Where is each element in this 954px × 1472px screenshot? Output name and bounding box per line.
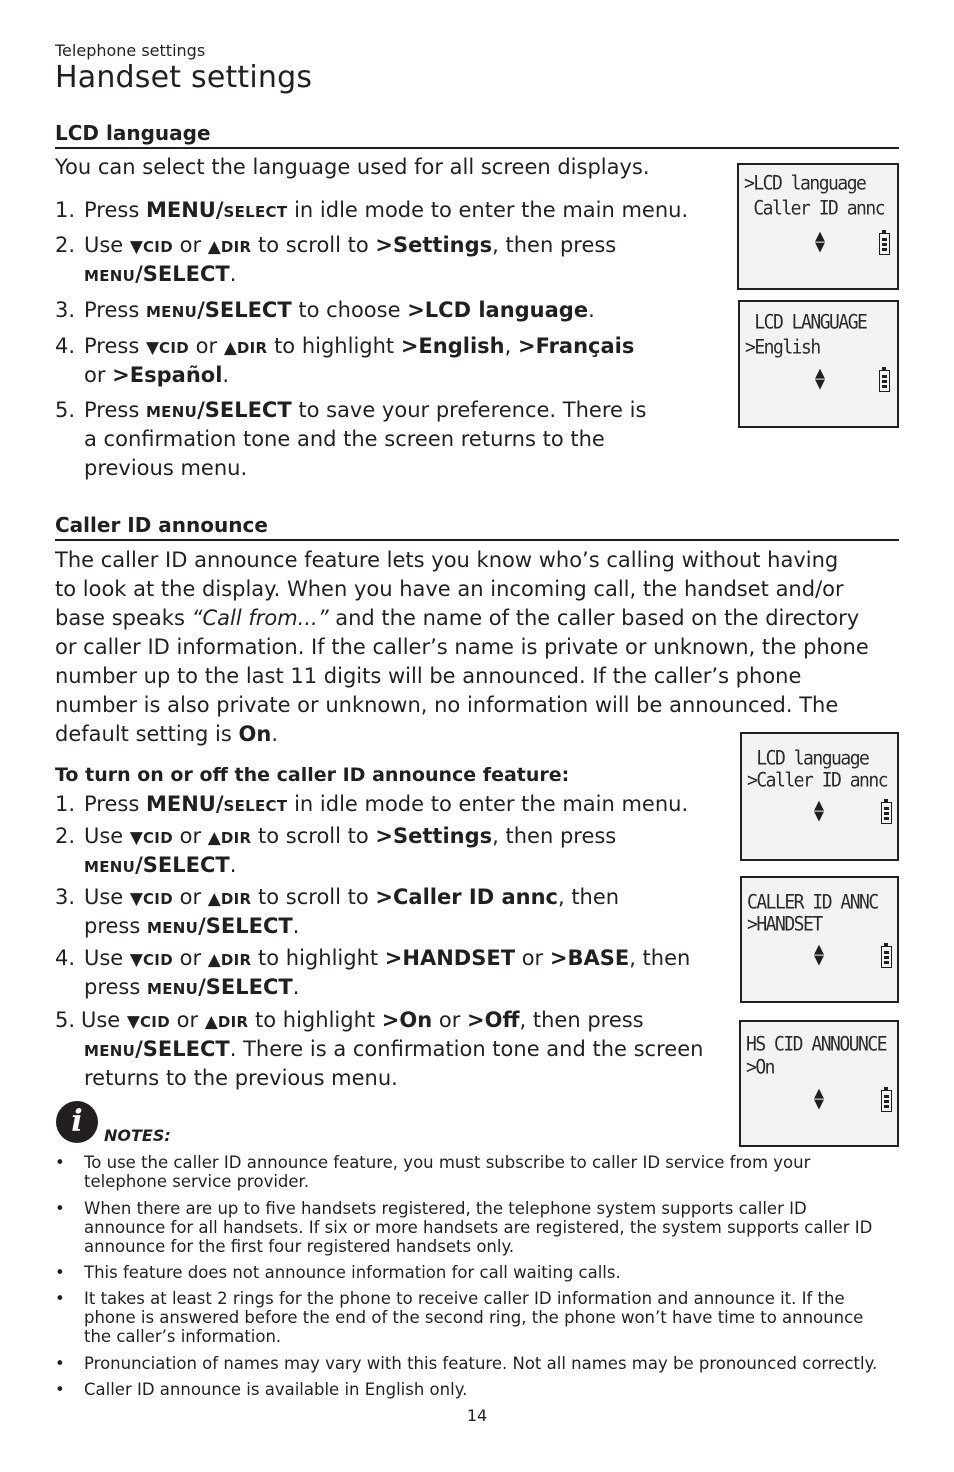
menu-key: MENU/ [145, 792, 224, 816]
lcd-intro: You can select the language used for all screen displays. [55, 155, 650, 179]
menu-key: MENU [146, 919, 199, 937]
scroll-arrows-icon: ▲ ▼ [814, 1086, 824, 1112]
step-number: 2. [55, 233, 76, 257]
note-line: Caller ID announce is available in English only. [84, 1380, 468, 1399]
up-arrow-icon: ▲ [207, 950, 221, 970]
step-text: Use [84, 946, 130, 970]
screen-line: LCD LANGUAGE [745, 310, 867, 335]
step-text: or [515, 946, 550, 970]
step-text: to save your preference. There is [291, 398, 647, 422]
lcd-screen-3 [740, 732, 899, 861]
step-number: 5. [55, 1008, 76, 1032]
menu-option: >HANDSET [384, 946, 516, 970]
step-text: or [84, 363, 113, 387]
step-text: . [588, 298, 595, 322]
dir-key: DIR [220, 829, 252, 847]
step-text: to highlight [251, 946, 385, 970]
screen-line: >English [745, 335, 820, 360]
select-key: /SELECT [198, 914, 293, 938]
screen-line: >LCD language [744, 171, 866, 196]
cid-key: CID [143, 829, 173, 847]
note-line: Pronunciation of names may vary with this feature. Not all names may be pronounced correctly. [84, 1354, 878, 1373]
select-key: /SELECT [135, 262, 230, 286]
step-text: or [169, 1008, 205, 1032]
menu-key: MENU [84, 1042, 136, 1060]
intro-text: default setting is [55, 722, 239, 746]
battery-icon [881, 946, 892, 968]
note-line: announce for the first four registered handsets only. [84, 1237, 515, 1256]
menu-option: >Settings [375, 233, 493, 257]
step-text: , [504, 334, 518, 358]
lcd-screen-5 [739, 1020, 899, 1147]
note-line: phone is answered before the end of the second ring, the phone won’t have time to announce [84, 1308, 864, 1327]
scroll-arrows-icon: ▲ ▼ [815, 366, 825, 392]
scroll-arrows-icon: ▲ ▼ [815, 229, 825, 255]
step-text: to choose [291, 298, 408, 322]
section-divider [55, 539, 899, 541]
note-line: When there are up to five handsets registered, the telephone system supports caller ID [84, 1199, 807, 1218]
step-text: . [229, 853, 237, 877]
step-text: to highlight [248, 1008, 382, 1032]
note-line: This feature does not announce information for call waiting calls. [84, 1263, 621, 1282]
step-text: a confirmation tone and the screen returns to the [84, 427, 605, 451]
lcd-step-1 [55, 196, 735, 225]
step-text: to scroll to [251, 885, 376, 909]
select-key: SELECT [223, 203, 288, 221]
menu-option: >English [400, 334, 505, 358]
menu-key: MENU [145, 403, 198, 421]
lcd-step-4 [55, 332, 735, 390]
step-text: Use [84, 233, 130, 257]
page-title: Handset settings [55, 60, 313, 95]
lcd-screen-1 [737, 163, 899, 290]
intro-line: number up to the last 11 digits will be announced. If the caller’s phone [55, 664, 802, 688]
menu-key: MENU [145, 303, 198, 321]
select-key: /SELECT [135, 1037, 230, 1061]
intro-line: to look at the display. When you have an incoming call, the handset and/or [55, 577, 844, 601]
dir-key: DIR [220, 238, 252, 256]
step-text: Press [84, 398, 146, 422]
cid-key: CID [143, 951, 173, 969]
section-divider [55, 147, 899, 149]
dir-key: DIR [220, 890, 252, 908]
step-text: in idle mode to enter the main menu. [287, 792, 689, 816]
step-text: , then press [519, 1008, 644, 1032]
down-arrow-icon: ▼ [145, 338, 160, 358]
info-icon: i [56, 1101, 98, 1143]
step-number: 1. [55, 198, 76, 222]
step-number: 2. [55, 824, 76, 848]
cid-step-3 [55, 883, 735, 941]
lcd-screen-4 [740, 876, 899, 1003]
intro-line: The caller ID announce feature lets you know who’s calling without having [55, 548, 839, 572]
step-text: . [292, 975, 300, 999]
step-text: Press [84, 334, 146, 358]
menu-option: >Français [517, 334, 635, 358]
note-line: announce for all handsets. If six or more handsets are registered, the system supports caller ID [84, 1218, 873, 1237]
menu-option: >LCD language [407, 298, 589, 322]
screen-line: Caller ID annc [744, 196, 885, 221]
step-text: , then [557, 885, 620, 909]
step-text: Use [81, 1008, 127, 1032]
battery-icon [881, 1090, 892, 1112]
bullet-icon: • [55, 1380, 65, 1399]
menu-option: >Settings [375, 824, 493, 848]
step-text: to highlight [267, 334, 401, 358]
step-text: , then press [492, 233, 617, 257]
select-key: /SELECT [135, 853, 230, 877]
step-text: previous menu. [84, 456, 248, 480]
step-text: Use [84, 824, 130, 848]
lcd-screen-2 [738, 300, 899, 428]
step-text: or [172, 824, 208, 848]
procedure-heading: To turn on or off the caller ID announce feature: [55, 764, 570, 786]
intro-line: or caller ID information. If the caller’s name is private or unknown, the phone [55, 635, 869, 659]
select-key: /SELECT [197, 398, 292, 422]
dir-key: DIR [220, 951, 252, 969]
cid-step-5 [55, 1006, 735, 1093]
bullet-icon: • [55, 1354, 65, 1373]
step-number: 3. [55, 298, 76, 322]
step-text: , then press [492, 824, 617, 848]
note-line: To use the caller ID announce feature, you must subscribe to caller ID service from your [84, 1153, 811, 1172]
step-text: or [172, 885, 208, 909]
down-arrow-icon: ▼ [129, 889, 143, 909]
up-arrow-icon: ▲ [223, 338, 237, 358]
step-text: returns to the previous menu. [84, 1066, 398, 1090]
select-key: /SELECT [197, 298, 292, 322]
intro-line: number is also private or unknown, no information will be announced. The [55, 693, 839, 717]
cid-key: CID [159, 339, 189, 357]
bullet-icon: • [55, 1289, 65, 1308]
cid-key: CID [140, 1013, 170, 1031]
cid-step-1 [55, 790, 735, 819]
step-text: Use [84, 885, 130, 909]
battery-icon [879, 233, 890, 255]
step-number: 4. [55, 334, 76, 358]
step-number: 5. [55, 398, 76, 422]
default-value: On [238, 722, 272, 746]
menu-key: MENU [146, 980, 199, 998]
note-line: telephone service provider. [84, 1172, 310, 1191]
menu-option: >Off [467, 1008, 520, 1032]
screen-line: LCD language [747, 746, 869, 771]
select-key: /SELECT [198, 975, 293, 999]
step-text: . [229, 262, 237, 286]
step-text: press [84, 975, 147, 999]
menu-key: MENU [84, 267, 136, 285]
menu-key: MENU [84, 858, 136, 876]
down-arrow-icon: ▼ [129, 828, 143, 848]
step-text: press [84, 914, 147, 938]
breadcrumb: Telephone settings [55, 41, 206, 60]
select-key: SELECT [223, 797, 288, 815]
scroll-arrows-icon: ▲ ▼ [814, 798, 824, 824]
battery-icon [879, 370, 890, 392]
intro-text: and the name of the caller based on the directory [328, 606, 860, 630]
up-arrow-icon: ▲ [207, 237, 221, 257]
note-line: the caller’s information. [84, 1327, 282, 1346]
dir-key: DIR [236, 339, 268, 357]
note-line: It takes at least 2 rings for the phone to receive caller ID information and announce it. If the [84, 1289, 845, 1308]
menu-option: >BASE [549, 946, 630, 970]
menu-key: MENU/ [145, 198, 224, 222]
cid-intro [55, 546, 869, 749]
down-arrow-icon: ▼ [126, 1012, 140, 1032]
scroll-arrows-icon: ▲ ▼ [814, 942, 824, 968]
cid-step-4 [55, 944, 735, 1002]
bullet-icon: • [55, 1199, 65, 1218]
intro-text: base speaks [55, 606, 192, 630]
step-text: , then [629, 946, 691, 970]
notes-label: NOTES: [104, 1126, 171, 1145]
step-number: 4. [55, 946, 76, 970]
screen-line: >On [746, 1055, 775, 1080]
step-text: . [222, 363, 230, 387]
menu-option: >Caller ID annc [375, 885, 558, 909]
cid-step-2 [55, 822, 735, 880]
step-text: Press [84, 792, 146, 816]
step-text: in idle mode to enter the main menu. [287, 198, 689, 222]
down-arrow-icon: ▼ [129, 950, 143, 970]
step-text: or [188, 334, 224, 358]
step-text: to scroll to [251, 824, 376, 848]
step-number: 3. [55, 885, 76, 909]
page-number: 14 [466, 1406, 488, 1425]
step-text: Press [84, 298, 146, 322]
step-number: 1. [55, 792, 76, 816]
bullet-icon: • [55, 1153, 65, 1172]
screen-line: >Caller ID annc [747, 768, 888, 793]
call-from-phrase: “Call from...” [191, 606, 329, 630]
battery-icon [881, 802, 892, 824]
section-heading-lcd-language: LCD language [55, 121, 211, 145]
step-text: or [432, 1008, 468, 1032]
menu-option: >Español [112, 363, 223, 387]
step-text: . There is a confirmation tone and the screen [229, 1037, 704, 1061]
bullet-icon: • [55, 1263, 65, 1282]
lcd-step-2 [55, 231, 735, 289]
step-text: . [292, 914, 300, 938]
up-arrow-icon: ▲ [207, 889, 221, 909]
down-arrow-icon: ▼ [129, 237, 143, 257]
step-text: Press [84, 198, 146, 222]
up-arrow-icon: ▲ [204, 1012, 218, 1032]
lcd-step-3 [55, 296, 735, 325]
screen-line: HS CID ANNOUNCE [746, 1032, 887, 1057]
menu-option: >On [381, 1008, 433, 1032]
step-text: or [172, 233, 208, 257]
dir-key: DIR [217, 1013, 249, 1031]
cid-key: CID [143, 238, 173, 256]
step-text: to scroll to [251, 233, 376, 257]
cid-key: CID [143, 890, 173, 908]
screen-line: >HANDSET [747, 912, 822, 937]
section-heading-caller-id-announce: Caller ID announce [55, 513, 268, 537]
screen-line: CALLER ID ANNC [747, 890, 878, 915]
up-arrow-icon: ▲ [207, 828, 221, 848]
intro-text: . [271, 722, 278, 746]
lcd-step-5 [55, 396, 735, 483]
step-text: or [172, 946, 208, 970]
